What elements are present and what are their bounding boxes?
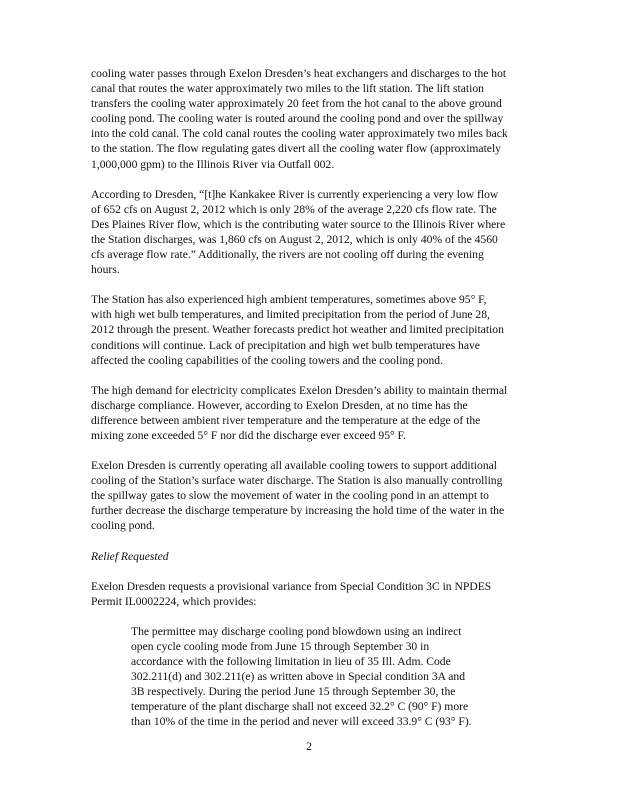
text-line: than 10% of the time in the period and never will exceed 33.9° C (93° F). (131, 715, 472, 729)
text-line: 1,000,000 gpm) to the Illinois River via Outfall 002. (91, 157, 335, 171)
text-line: the Station discharges, was 1,860 cfs on August 2, 2012, which is only 40% of the 4560 (91, 232, 498, 246)
paragraph (91, 66, 527, 172)
text-line: 3B respectively. During the period June 15 through September 30, the (131, 685, 456, 699)
text-line: cfs average flow rate.” Additionally, the rivers are not cooling off during the evening (91, 248, 484, 262)
text-line: The permittee may discharge cooling pond blowdown using an indirect (131, 624, 462, 638)
paragraph (91, 292, 527, 367)
text-line: with high wet bulb temperatures, and limited precipitation from the period of June 28, (91, 308, 490, 322)
text-line: conditions will continue. Lack of precipitation and high wet bulb temperatures have (91, 338, 480, 352)
section-heading (91, 549, 527, 564)
paragraph (91, 187, 527, 278)
text-line: open cycle cooling mode from June 15 through September 30 in (131, 639, 430, 653)
text-line: cooling water passes through Exelon Dresden’s heat exchangers and discharges to the hot (91, 67, 507, 80)
text-line: cooling of the Station’s surface water discharge. The Station is also manually controlling (91, 474, 503, 488)
text-line: into the cold canal. The cold canal routes the cooling water approximately two miles back (91, 127, 508, 141)
text-line: temperature of the plant discharge shall not exceed 32.2° C (90° F) more (131, 700, 469, 714)
paragraph (91, 579, 527, 609)
text-line: Exelon Dresden requests a provisional variance from Special Condition 3C in NPDES (91, 579, 492, 593)
text-line: canal that routes the water approximately two miles to the lift station. The lift station (91, 82, 484, 96)
text-line: accordance with the following limitation in lieu of 35 Ill. Adm. Code (131, 655, 451, 668)
text-line: The high demand for electricity complicates Exelon Dresden’s ability to maintain thermal (91, 383, 508, 397)
text-line: further decrease the discharge temperature by increasing the hold time of the water in the (91, 504, 505, 518)
text-line: 302.211(d) and 302.211(e) as written above in Special condition 3A and (131, 670, 465, 684)
text-line: of 652 cfs on August 2, 2012 which is only 28% of the average 2,220 cfs flow rate. The (91, 202, 497, 216)
document-body (91, 66, 527, 729)
text-line: 2012 through the present. Weather forecasts predict hot weather and limited precipitation (91, 323, 504, 337)
paragraph (91, 383, 527, 443)
text-line: difference between ambient river temperature and the temperature at the edge of the (91, 413, 481, 427)
text-line: The Station has also experienced high ambient temperatures, sometimes above 95° F, (91, 293, 487, 307)
text-line: Permit IL0002224, which provides: (91, 594, 257, 608)
text-line: Exelon Dresden is currently operating all available cooling towers to support additional (91, 459, 497, 473)
text-line: cooling pond. (91, 519, 155, 533)
text-line: mixing zone exceeded 5° F nor did the discharge ever exceed 95° F. (91, 428, 406, 442)
text-line: discharge compliance. However, according to Exelon Dresden, at no time has the (91, 398, 468, 412)
text-line: affected the cooling capabilities of the cooling towers and the cooling pond. (91, 353, 444, 367)
block-quote (131, 624, 521, 730)
text-line: to the station. The flow regulating gates divert all the cooling water flow (approximately (91, 142, 501, 156)
paragraph (91, 458, 527, 533)
text-line: transfers the cooling water approximately 20 feet from the hot canal to the above ground (91, 97, 502, 111)
text-line: Relief Requested (91, 549, 169, 563)
text-line: the spillway gates to slow the movement of water in the cooling pond in an attempt to (91, 489, 489, 503)
text-line: According to Dresden, “[t]he Kankakee River is currently experiencing a very low flow (91, 187, 499, 201)
text-line: hours. (91, 263, 120, 277)
page-number: 2 (306, 740, 312, 753)
text-line: Des Plaines River flow, which is the contributing water source to the Illinois River where (91, 217, 506, 231)
text-line: cooling pond. The cooling water is routed around the cooling pond and over the spillway (91, 112, 504, 126)
